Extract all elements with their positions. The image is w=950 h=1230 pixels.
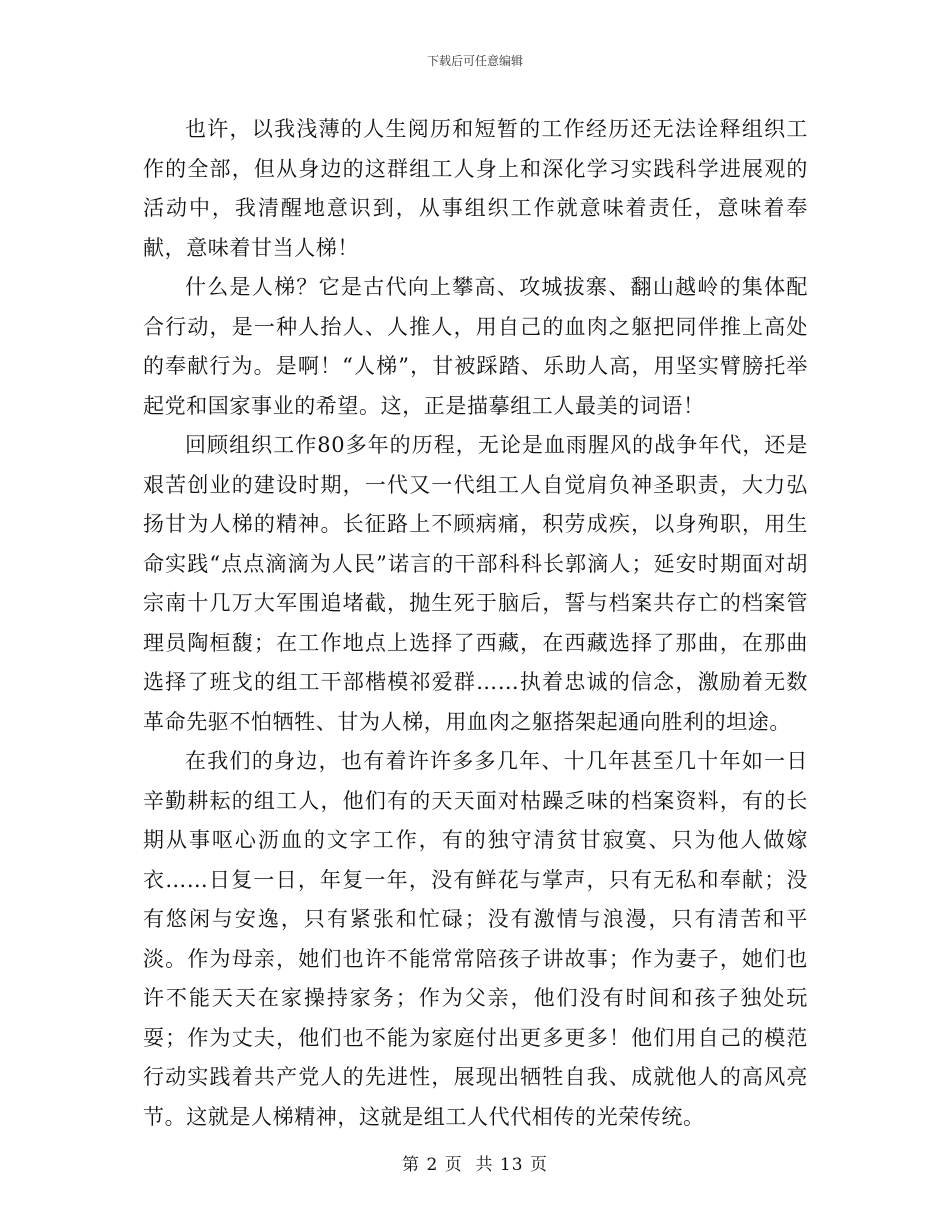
- page-number-footer: [0, 1153, 950, 1177]
- footer-prefix: 第: [402, 1155, 421, 1175]
- paragraph: 回顾组织工作80多年的历程，无论是血雨腥风的战争年代，还是艰苦创业的建设时期，一代又一代组工人自觉肩负神圣职责，大力弘扬甘为人梯的精神。长征路上不顾病痛，积劳成疾，以身殉职，用生命实践“点点滴滴为人民”诺言的干部科科长郭滴人；延安时期面对胡宗南十几万大军围追堵截，抛生死于脑后，誓与档案共存亡的档案管理员陶桓馥；在工作地点上选择了西藏，在西藏选择了那曲，在那曲选择了班戈的组工干部楷模祁爱群……执着忠诚的信念，激励着无数革命先驱不怕牺牲、甘为人梯，用血肉之躯搭架起通向胜利的坦途。: [143, 433, 808, 734]
- document-body: [143, 110, 808, 1137]
- current-page-number: 2: [426, 1155, 439, 1175]
- page-header-note: 下载后可任意编辑: [426, 54, 523, 68]
- paragraph: 在我们的身边，也有着许许多多几年、十几年甚至几十年如一日辛勤耕耘的组工人，他们有的天天面对枯躁乏味的档案资料，有的长期从事呕心沥血的文字工作，有的独守清贫甘寂寞、只为他人做嫁衣……日复一日，年复一年，没有鲜花与掌声，只有无私和奉献；没有悠闲与安逸，只有紧张和忙碌；没有激情与浪漫，只有清苦和平淡。作为母亲，她们也许不能常常陪孩子讲故事；作为妻子，她们也许不能天天在家操持家务；作为父亲，他们没有时间和孩子独处玩耍；作为丈夫，他们也不能为家庭付出更多更多！他们用自己的模范行动实践着共产党人的先进性，展现出牺牲自我、成就他人的高风亮节。这就是人梯精神，这就是组工人代代相传的光荣传统。: [143, 749, 808, 1129]
- paragraph: 也许，以我浅薄的人生阅历和短暂的工作经历还无法诠释组织工作的全部，但从身边的这群组工人身上和深化学习实践科学进展观的活动中，我清醒地意识到，从事组织工作就意味着责任，意味着奉献，意味着甘当人梯！: [143, 117, 808, 260]
- total-page-count: 13: [499, 1155, 524, 1175]
- footer-middle: 页 共: [444, 1155, 494, 1175]
- footer-suffix: 页: [529, 1155, 548, 1175]
- paragraph: 什么是人梯？它是古代向上攀高、攻城拔寨、翻山越岭的集体配合行动，是一种人抬人、人推人，用自己的血肉之躯把同伴推上高处的奉献行为。是啊！“人梯”，甘被踩踏、乐助人高，用坚实臂膀托举起党和国家事业的希望。这，正是描摹组工人最美的词语！: [143, 275, 808, 418]
